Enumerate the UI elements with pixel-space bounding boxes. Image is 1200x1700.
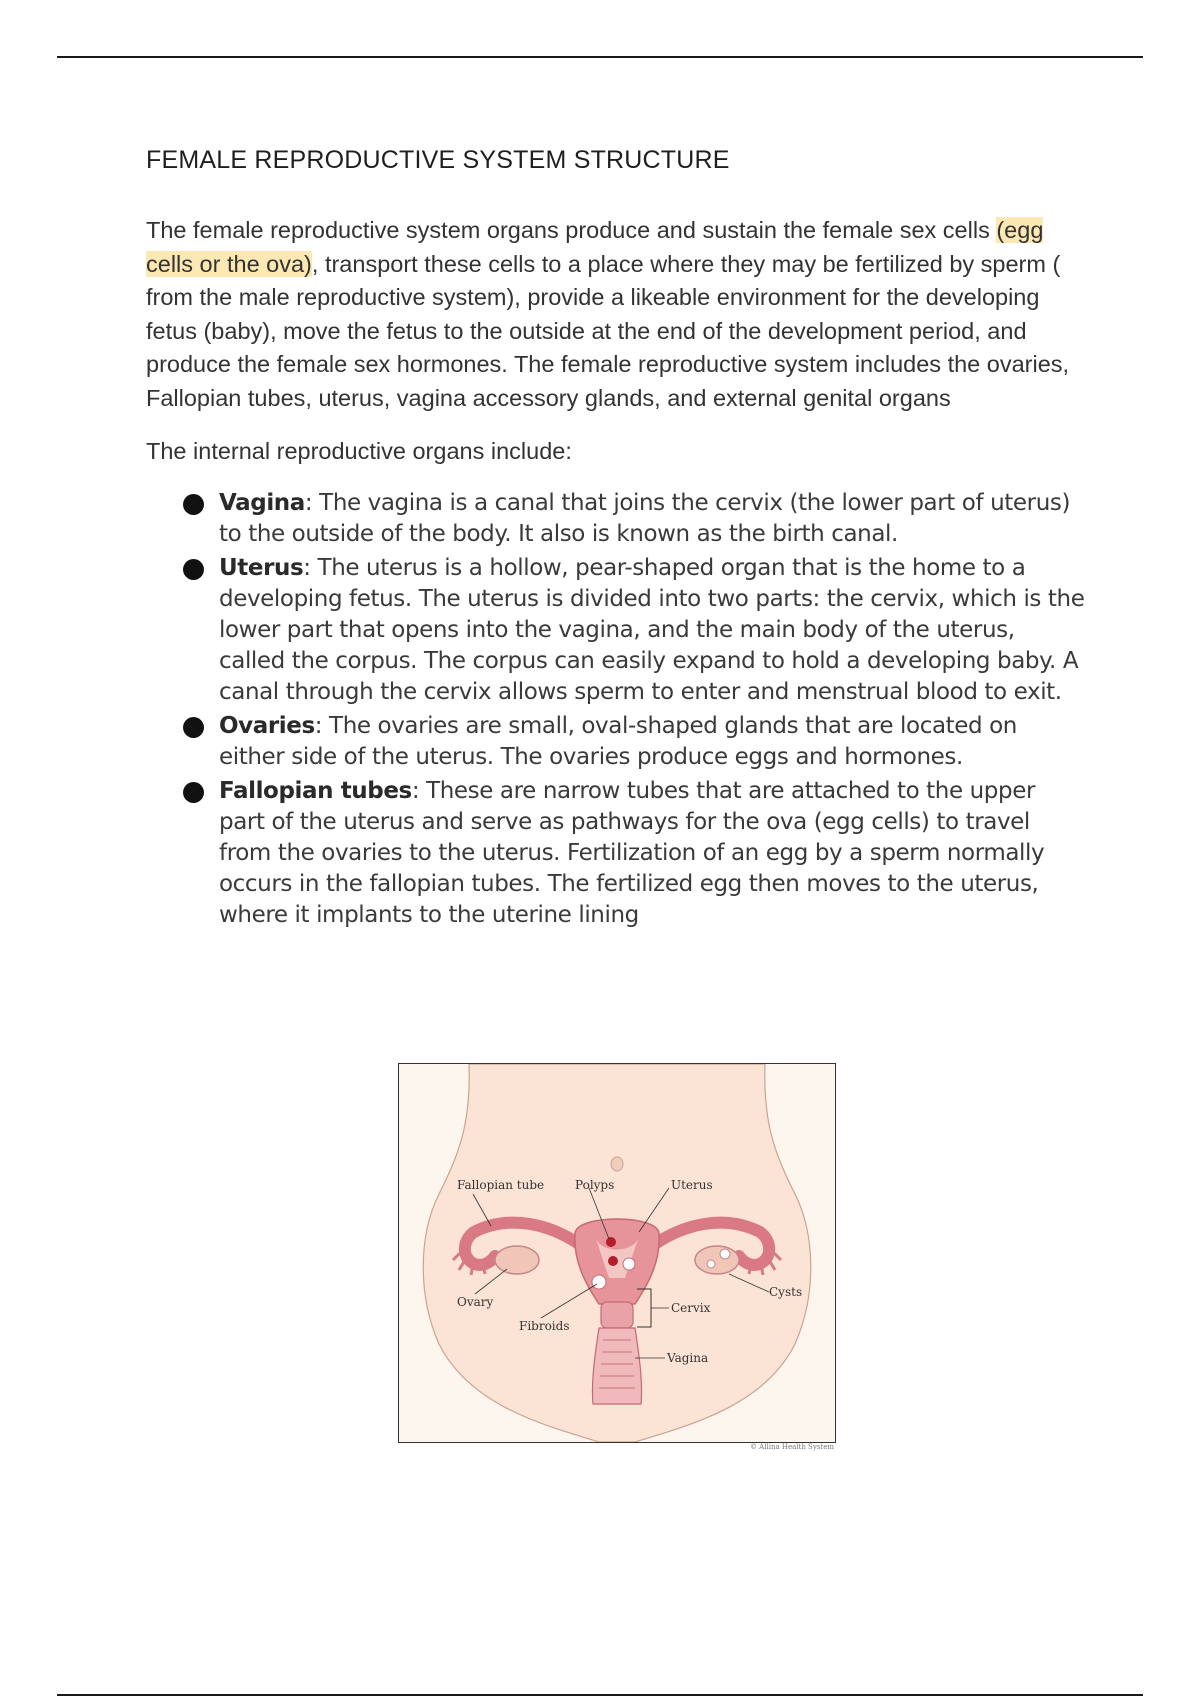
list-item-uterus (183, 553, 1086, 708)
label-ovary: Ovary (457, 1295, 494, 1309)
label-cervix: Cervix (671, 1301, 711, 1315)
term-uterus: Uterus (219, 555, 304, 581)
page-title: FEMALE REPRODUCTIVE SYSTEM STRUCTURE (146, 146, 730, 174)
desc-vagina: : The vagina is a canal that joins the cervix (the lower part of uterus) to the outside of the body. It also is known as the birth canal. (219, 490, 1071, 547)
bullet-icon (183, 559, 204, 580)
label-fibroids: Fibroids (519, 1319, 570, 1333)
bullet-icon (183, 717, 204, 738)
highlighted-text: (egg cells or the ova) (146, 217, 1044, 277)
term-ovaries: Ovaries (219, 713, 315, 739)
top-rule (57, 56, 1143, 58)
document-page (146, 140, 1086, 934)
desc-ovaries: : The ovaries are small, oval-shaped glands that are located on either side of the uterus. The ovaries produce eggs and hormones. (219, 713, 1017, 770)
term-fallopian-tubes: Fallopian tubes (219, 778, 412, 804)
bottom-rule (57, 1694, 1143, 1696)
list-item-vagina (183, 488, 1086, 550)
label-polyps: Polyps (575, 1178, 615, 1192)
intro-paragraph (146, 214, 1086, 415)
anatomy-illustration (398, 1063, 836, 1443)
label-vagina: Vagina (667, 1351, 709, 1365)
intro-text-start: The female reproductive system organs produce and sustain the female sex cells (146, 217, 997, 243)
organs-lead-in: The internal reproductive organs include: (146, 438, 572, 464)
label-cysts: Cysts (769, 1285, 803, 1299)
label-fallopian-tube: Fallopian tube (457, 1178, 545, 1192)
desc-fallopian-tubes: : These are narrow tubes that are attached to the upper part of the uterus and serve as pathways for the ova (egg cells) to travel from the ovaries to the uterus. Fertilization of an egg by a sperm normally occurs in the fallopian tubes. The fertilized egg then moves to the uterus, where it implants to the uterine lining (219, 778, 1045, 928)
bullet-icon (183, 494, 204, 515)
image-credit: © Allina Health System (749, 1443, 834, 1451)
term-vagina: Vagina (219, 490, 305, 516)
bullet-icon (183, 782, 204, 803)
intro-text-end: , transport these cells to a place where they may be fertilized by sperm ( from the male reproductive system), provide a likeable environment for the developing fetus (baby), move the fetus to the outside at the end of the development period, and produce the female sex hormones. The female reproductive system includes the ovaries, Fallopian tubes, uterus, vagina accessory glands, and external genital organs (146, 250, 1070, 411)
label-uterus: Uterus (671, 1178, 713, 1192)
list-item-ovaries (183, 711, 1086, 773)
organ-list (146, 488, 1086, 931)
list-item-fallopian-tubes (183, 776, 1086, 931)
desc-uterus: : The uterus is a hollow, pear-shaped organ that is the home to a developing fetus. The uterus is divided into two parts: the cervix, which is the lower part that opens into the vagina, and the main body of the uterus, called the corpus. The corpus can easily expand to hold a developing baby. A canal through the cervix allows sperm to enter and menstrual blood to exit. (219, 555, 1085, 705)
